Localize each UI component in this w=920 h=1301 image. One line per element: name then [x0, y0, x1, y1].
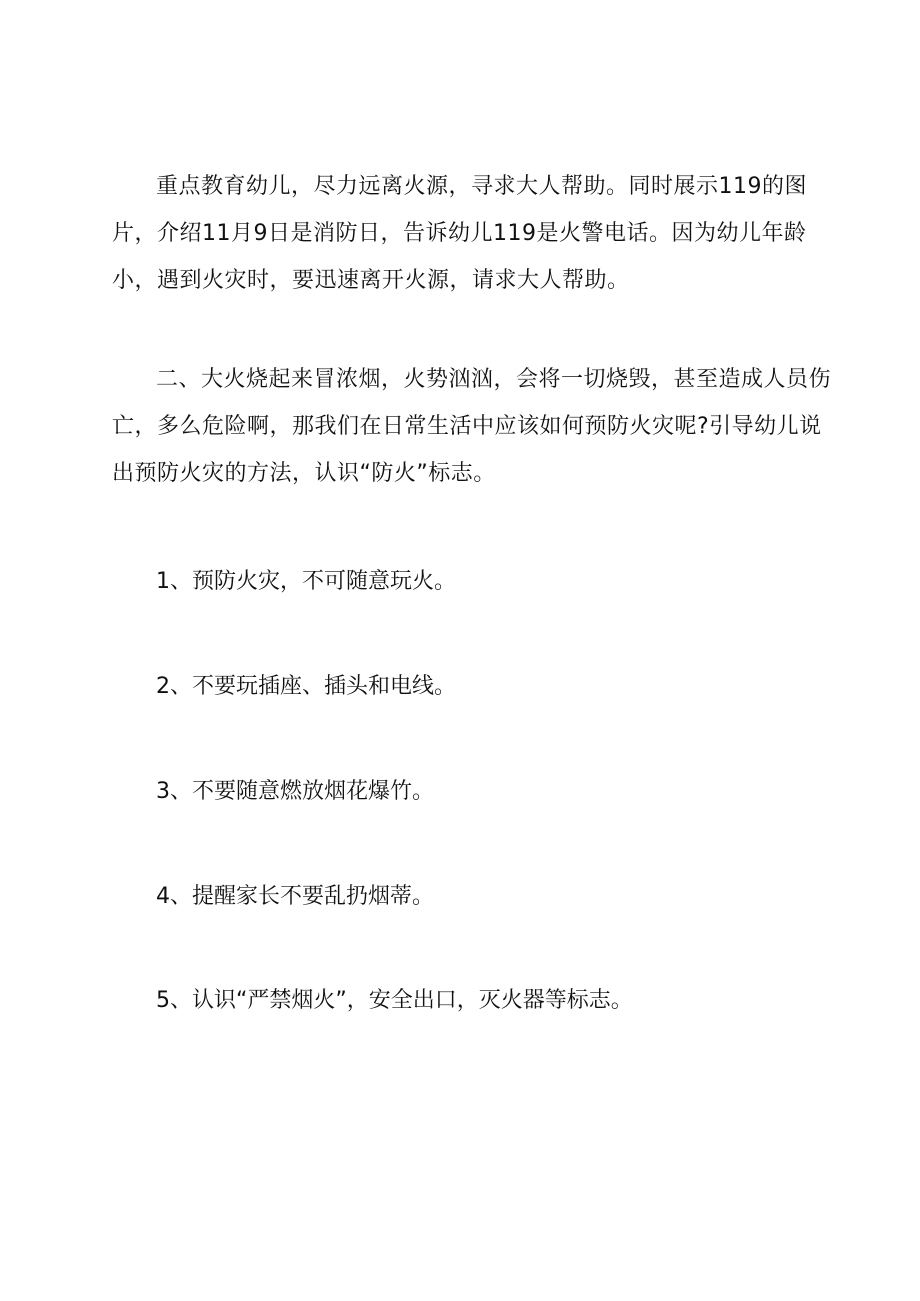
paragraph-fire-safety-education: 重点教育幼儿，尽力远离火源，寻求大人帮助。同时展示119的图片，介绍11月9日是消防日，告诉幼儿119是火警电话。因为幼儿年龄小，遇到火灾时，要迅速离开火源，请求大人帮助。	[112, 174, 807, 293]
list-item: 1、预防火灾，不可随意玩火。	[156, 569, 456, 594]
list-item: 3、不要随意燃放烟花爆竹。	[156, 779, 434, 804]
list-item: 5、认识“严禁烟火”，安全出口，灭火器等标志。	[156, 988, 633, 1013]
paragraph-fire-prevention-intro: 二、大火烧起来冒浓烟，火势汹汹，会将一切烧毁，甚至造成人员伤亡，多么危险啊，那我们在日常生活中应该如何预防火灾呢?引导幼儿说出预防火灾的方法，认识“防火”标志。	[112, 367, 832, 486]
list-item: 2、不要玩插座、插头和电线。	[156, 674, 456, 699]
list-item: 4、提醒家长不要乱扔烟蒂。	[156, 884, 434, 909]
